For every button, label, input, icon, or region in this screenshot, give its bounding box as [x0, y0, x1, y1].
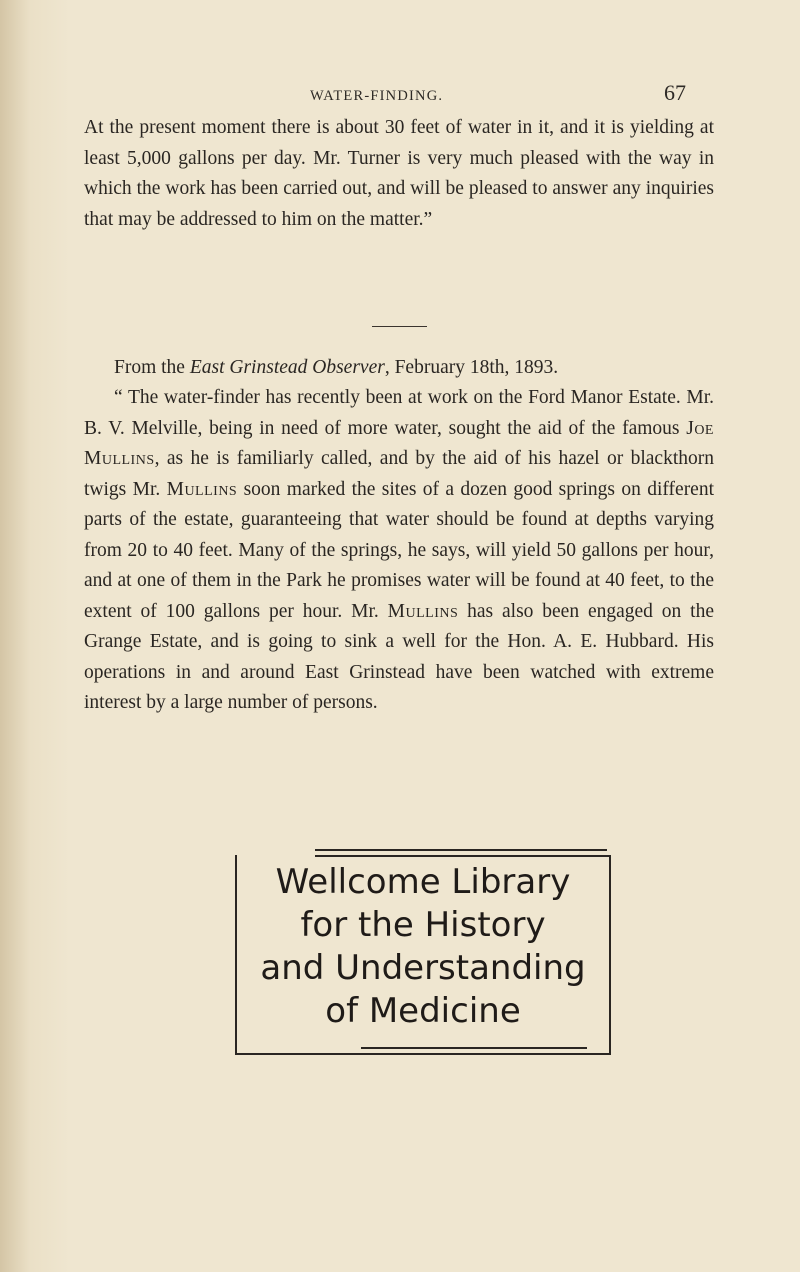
stamp-line: and Understanding [260, 948, 586, 988]
running-head: WATER-FINDING. [310, 88, 444, 104]
section-divider [372, 326, 427, 327]
quoted-article [84, 383, 714, 719]
stamp-underline [361, 1047, 587, 1049]
stamp-line: Wellcome Library [275, 862, 571, 902]
source-citation [114, 353, 558, 384]
article-text-4: has also been engaged on the Grange Estate, and is going to sink a well for the Hon. A. E. Hubbard. His operations in and around East Grinstead have been watched with extreme interest by a large number of persons. [84, 600, 714, 713]
publication-title: East Grinstead Observer [189, 357, 385, 378]
article-text-3: soon marked the sites of a dozen good springs on different parts of the estate, guaranteeing that water should be found at depths varying from 20 to 40 feet. Many of the springs, he says, will yield 50 gallons per hour, and at one of them in the Park he promises water will be found at 40 feet, to the extent of 100 gallons per hour. Mr. [84, 478, 715, 622]
source-suffix: , February 18th, 1893. [384, 357, 559, 378]
page-number: 67 [664, 80, 686, 105]
stamp-border-line [315, 849, 607, 851]
stamp-line: for the History [300, 905, 546, 945]
article-text-2: , as he is familiarly called, and by the aid of his hazel or blackthorn twigs Mr. [84, 448, 714, 500]
stamp-text [235, 861, 611, 1033]
source-prefix: From the [114, 357, 190, 378]
paragraph-continuation: At the present moment there is about 30 feet of water in it, and it is yielding at least 5,000 gallons per day. Mr. Turner is very much pleased with the way in which the work has been carried out, and will be pleased to answer any inquiries that may be addressed to him on the matter.” [84, 117, 714, 230]
stamp-line: of Medicine [325, 991, 521, 1031]
library-stamp [235, 849, 612, 1056]
person-name: Joe Mullins [84, 417, 714, 469]
person-name: Mullins [166, 478, 238, 500]
person-name: Mullins [387, 600, 459, 622]
article-text-1: “ The water-finder has recently been at work on the Ford Manor Estate. Mr. B. V. Melville, being in need of more water, sought the aid of the famous [84, 387, 714, 439]
